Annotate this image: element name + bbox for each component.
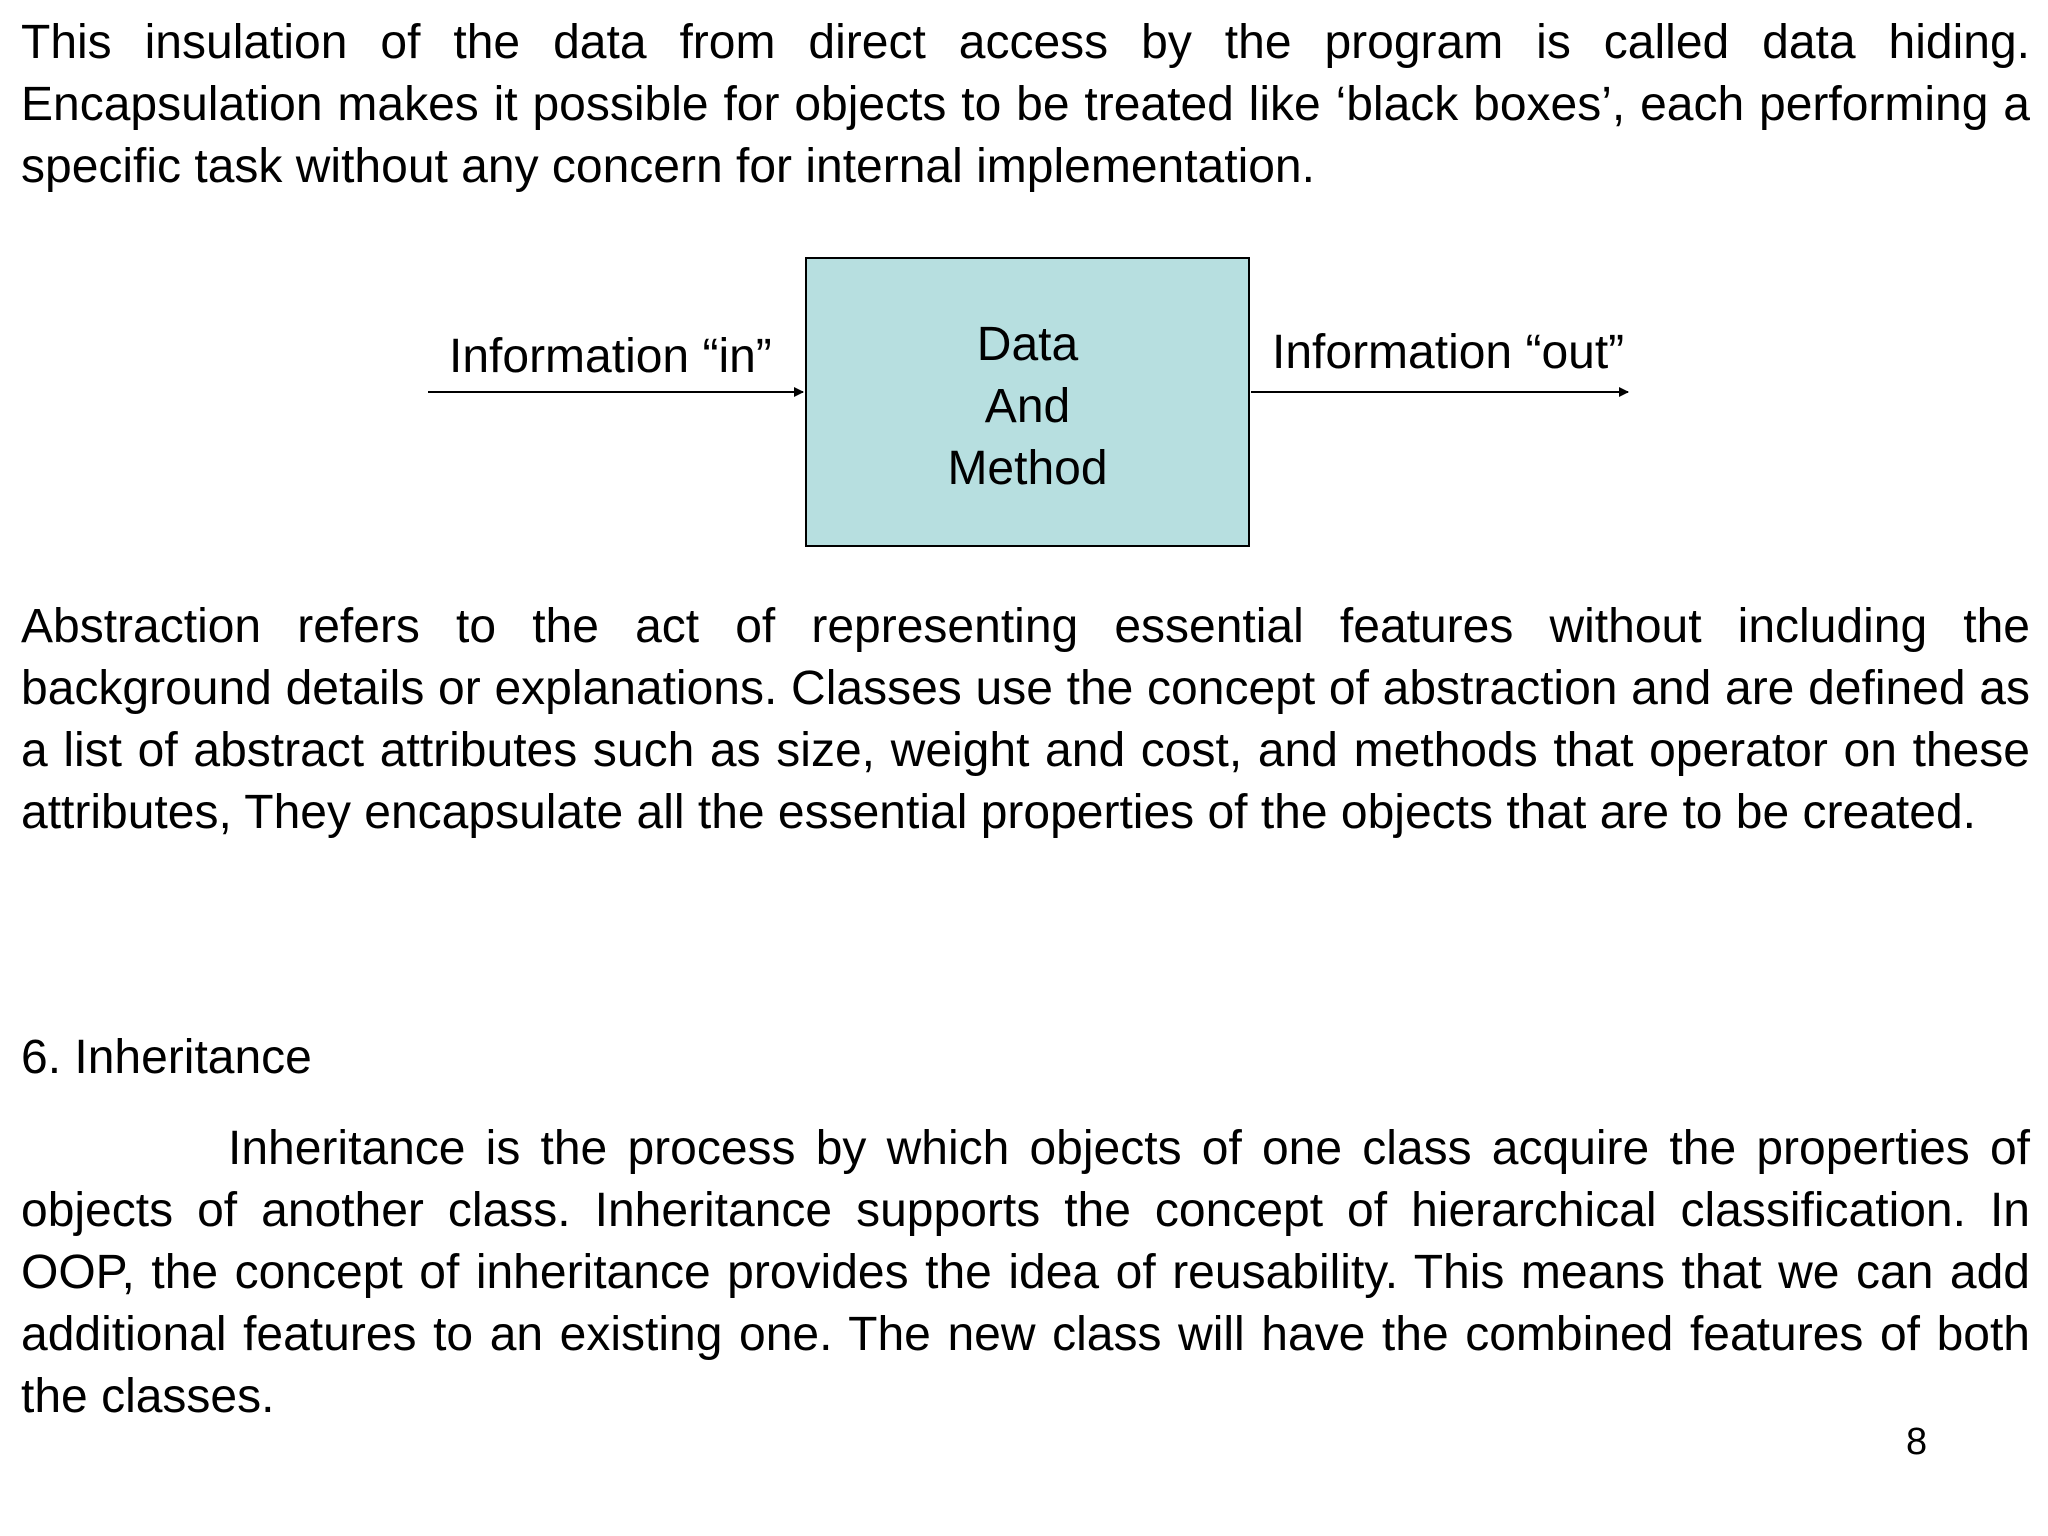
information-out-label: Information “out” [1272, 326, 1625, 379]
information-in-label: Information “in” [449, 330, 772, 383]
inheritance-heading: 6. Inheritance [21, 1031, 312, 1084]
encapsulation-paragraph: This insulation of the data from direct access by the program is called data hiding. Encapsulation makes it possible for objects to be treated like ‘black boxes’, each performing a specific task without any concern for internal implementation. [21, 16, 2030, 193]
abstraction-paragraph: Abstraction refers to the act of representing essential features without including the background details or explanations. Classes use the concept of abstraction and are defined as a list of abstract attributes such as size, weight and cost, and methods that operator on these attributes, They encapsulate all the essential properties of the objects that are to be created. [21, 600, 2030, 839]
data-and-method-text [805, 314, 1250, 500]
box-line-data: Data [976, 318, 1079, 371]
inheritance-paragraph: Inheritance is the process by which objects of one class acquire the properties of objects of another class. Inheritance supports the concept of hierarchical classification. In OOP, the concept of inheritance provides the idea of reusability. This means that we can add additional features to an existing one. The new class will have the combined features of both the classes. [21, 1122, 2030, 1423]
box-line-method: Method [947, 442, 1108, 495]
page-number: 8 [1906, 1421, 1928, 1463]
box-line-and: And [984, 380, 1071, 433]
